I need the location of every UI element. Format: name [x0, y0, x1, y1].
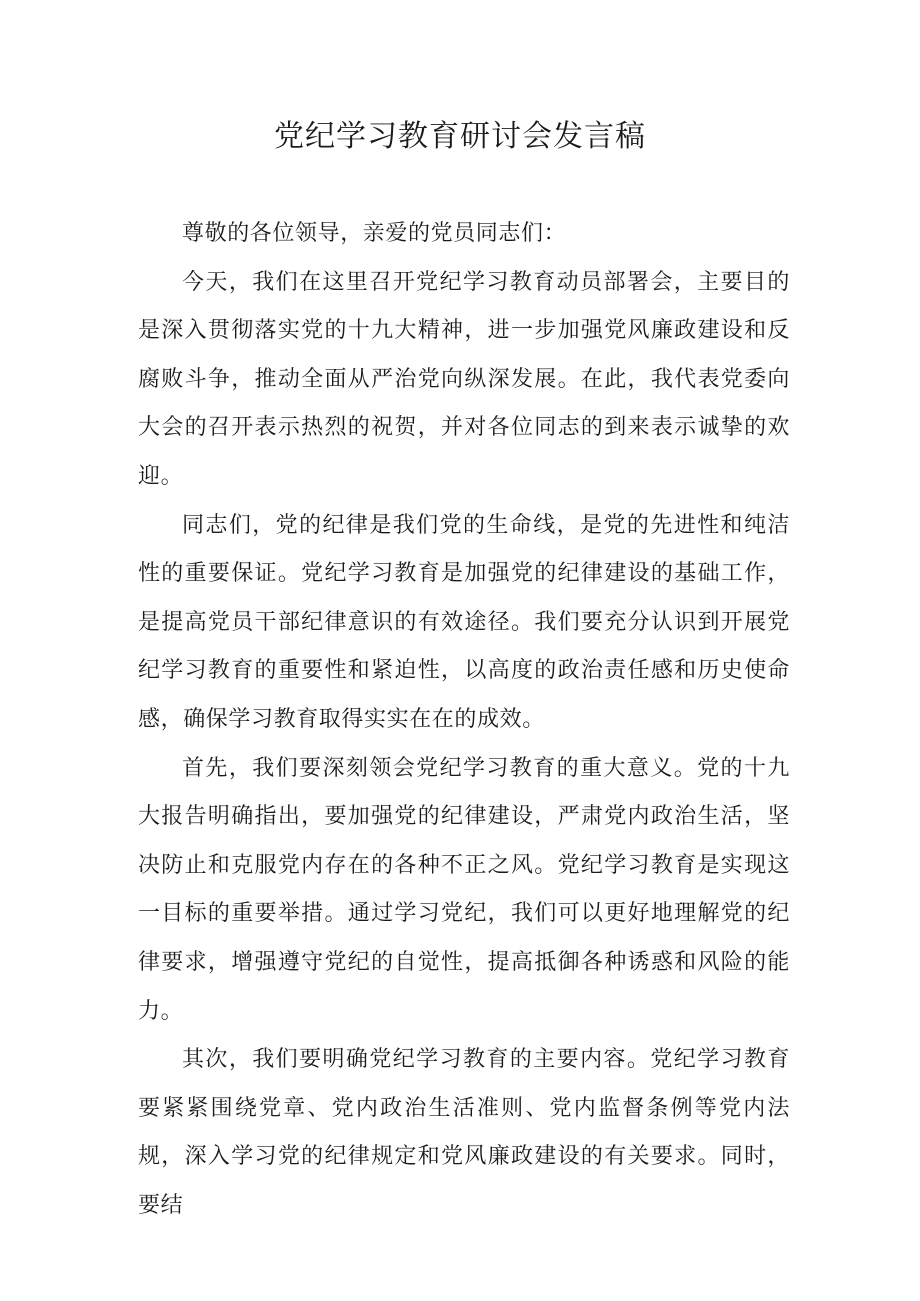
- document-body: [138, 210, 790, 1230]
- paragraph-salutation: 尊敬的各位领导，亲爱的党员同志们：: [182, 221, 567, 246]
- document-title: 党纪学习教育研讨会发言稿: [274, 119, 646, 154]
- paragraph-second-point: 其次，我们要明确党纪学习教育的主要内容。党纪学习教育要紧紧围绕党章、党内政治生活准则、党内监督条例等党内法规，深入学习党的纪律规定和党风廉政建设的有关要求。同时，要结: [138, 1047, 790, 1218]
- paragraph-opening: 今天，我们在这里召开党纪学习教育动员部署会，主要目的是深入贯彻落实党的十九大精神，进一步加强党风廉政建设和反腐败斗争，推动全面从严治党向纵深发展。在此，我代表党委向大会的召开表示热烈的祝贺，并对各位同志的到来表示诚挚的欢迎。: [138, 269, 790, 489]
- paragraph-discipline-importance: 同志们，党的纪律是我们党的生命线，是党的先进性和纯洁性的重要保证。党纪学习教育是加强党的纪律建设的基础工作，是提高党员干部纪律意识的有效途径。我们要充分认识到开展党纪学习教育的重要性和紧迫性，以高度的政治责任感和历史使命感，确保学习教育取得实实在在的成效。: [138, 512, 790, 732]
- paragraph-first-point: 首先，我们要深刻领会党纪学习教育的重大意义。党的十九大报告明确指出，要加强党的纪律建设，严肃党内政治生活，坚决防止和克服党内存在的各种不正之风。党纪学习教育是实现这一目标的重要举措。通过学习党纪，我们可以更好地理解党的纪律要求，增强遵守党纪的自觉性，提高抵御各种诱惑和风险的能力。: [138, 755, 790, 1024]
